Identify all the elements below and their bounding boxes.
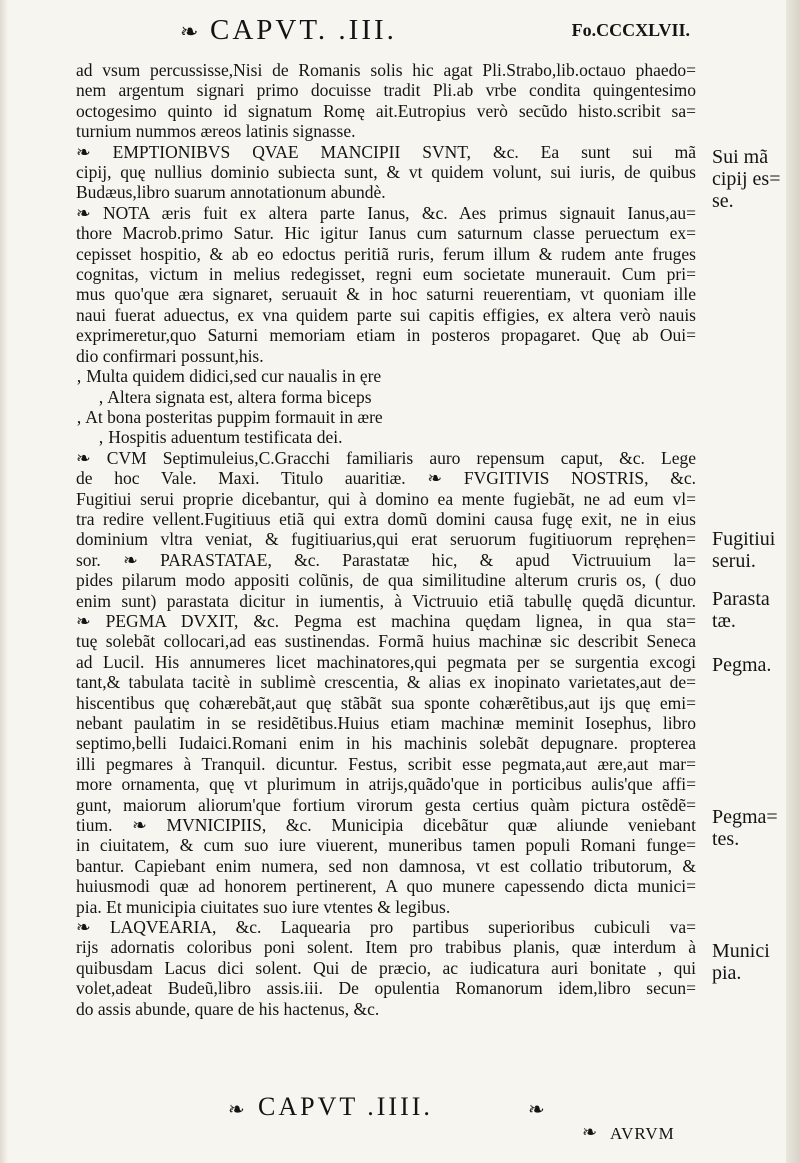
text-line: cognitas, victum in melius redegisset, regni eum societate munerauit. Cum pri= <box>76 264 696 285</box>
text-line: ❧ CVM Septimuleius,C.Gracchi familiaris auro repensum caput, &c. Lege <box>76 447 696 468</box>
fleuron-left-icon: ❧ <box>228 1097 245 1121</box>
text-line: enim sunt) parastata dicitur in iumentis, à Victruuio etiã tabullę quędã dicuntur. <box>76 590 696 611</box>
margin-note: Fugitiui serui. <box>712 528 776 572</box>
verse-line: ‚ Altera signata est, altera forma biceps <box>98 386 372 407</box>
text-line: cipij, quę nullius dominio subiecta sunt, & vt quidem volunt, sui iuris, de quibus <box>76 162 696 183</box>
text-line: more ornamenta, quę vt plurimum in atrijs,quãdo'que in porticibus aulis'que affi= <box>76 774 696 795</box>
chapter-heading: CAPVT. .III. <box>210 14 397 46</box>
text-line: bantur. Capiebant enim numera, sed non damnosa, vt est collatio tributorum, & <box>76 855 696 876</box>
text-line: in ciuitatem, & cum suo iure viuerent, muneribus tamen populi Romani funge= <box>76 835 696 856</box>
text-line: volet,adeat Budeũ,libro assis.iii. De opulentia Romanorum idem,libro secun= <box>76 978 696 999</box>
text-line: pia. Et municipia ciuitates suo iure vtentes & legibus. <box>76 896 451 917</box>
text-line: de hoc Vale. Maxi. Titulo auaritiæ. ❧ FVGITIVIS NOSTRIS, &c. <box>76 468 696 489</box>
text-line: mus quo'que æra signaret, seruauit & in hoc saturni reuerentiam, vt quoniam ille <box>76 284 696 305</box>
margin-note: Parasta tæ. <box>712 588 770 632</box>
text-line: ❧ NOTA æris fuit ex altera parte Ianus, &c. Aes primus signauit Ianus,au= <box>76 202 696 223</box>
text-line: naui fuerat aduectus, ex vna quidem parte sui capitis effigies, ex altera verò nauis <box>76 304 696 325</box>
text-line: ❧ LAQVEARIA, &c. Laquearia pro partibus superioribus cubiculi va= <box>76 917 696 938</box>
text-line: thore Macrob.primo Satur. Hic igitur Ianus cum saturnum classe peruectum ex= <box>76 223 696 244</box>
verse-line: ‚ At bona posteritas puppim formauit in ære <box>76 406 383 427</box>
page-edge-shadow <box>786 0 800 1163</box>
text-line: turnium nummos æreos latinis signasse. <box>76 121 356 142</box>
catchword-fleuron-icon: ❧ <box>582 1122 598 1143</box>
text-line: tium. ❧ MVNICIPIIS, &c. Municipia dicebãtur quæ aliunde veniebant <box>76 815 696 836</box>
text-line: quibusdam Lacus dici solent. Qui de præcio, ac iudicatura auri bonitate , qui <box>76 957 696 978</box>
text-line: pides pilarum modo appositi colũnis, de qua similitudine alterum cruris os, ( duo <box>76 570 696 591</box>
text-line: tra redire vellent.Fugitiuus etiã qui extra domũ domini causa fugę exit, ne in eius <box>76 508 696 529</box>
text-line: ad vsum percussisse,Nisi de Romanis solis hic agat Pli.Strabo,lib.octauo phaedo= <box>76 60 696 80</box>
text-line: tuę solebãt collocari,ad eas sustinendas. Formã huius machinæ sic describit Seneca <box>76 631 696 652</box>
text-line: Fugitiui serui proprie dicebantur, qui à domino ea mente fugiebãt, ne ad eum vl= <box>76 488 696 509</box>
running-header <box>70 10 690 50</box>
verse-line: ‚ Multa quidem didici,sed cur naualis in ęre <box>76 366 382 387</box>
text-line: rijs adornatis coloribus poni solent. Item pro trabibus planis, quæ interdum à <box>76 937 696 958</box>
text-line: nem argentum signari primo docuisse tradit Pli.ab vrbe condita quingentesimo <box>76 80 696 101</box>
verse-line: ‚ Hospitis aduentum testificata dei. <box>98 427 343 448</box>
text-line: sor. ❧ PARASTATAE, &c. Parastatæ hic, & apud Victruuium la= <box>76 549 696 570</box>
text-line: ad Lucil. His annumeres licet machinatores,qui pegmata per se surgentia excogi <box>76 651 696 672</box>
text-line: illi pegmares à Tranquil. dicuntur. Festus, scribit esse pegmata,aut ære,aut mar= <box>76 753 696 774</box>
text-line: septimo,belli Iudaici.Romani enim in his machinis solebãt depugnare. propterea <box>76 733 696 754</box>
text-line: tant,& tabulata tacitè in sublimè crescentia, & alias ex inopinato varietates,aut de= <box>76 672 696 693</box>
next-chapter-heading: CAPVT .IIII. <box>258 1092 433 1121</box>
text-line: nebant paulatim in se residẽtibus.Huius etiam machinæ meminit Iosephus, libro <box>76 713 696 733</box>
text-line: hiscentibus quę cohærebãt,aut quę stãbãt sua sponte cohærẽtibus,aut ijs quę emi= <box>76 692 696 713</box>
page-gutter-shadow <box>0 0 8 1163</box>
text-line: ❧ PEGMA DVXIT, &c. Pegma est machina quędam lignea, in qua sta= <box>76 610 696 631</box>
text-line: cepisset hospitio, & ab eo edoctus peritiã ruris, ferum illum & rudem ante fruges <box>76 243 696 264</box>
text-line: Budæus,libro suarum annotationum abundè. <box>76 182 386 203</box>
text-line: gunt, maiorum aliorum'que fortium virorum gesta certius quàm pictura ostẽdẽ= <box>76 794 696 815</box>
folio-number: Fo.CCCXLVII. <box>571 20 690 40</box>
margin-note: Pegma= tes. <box>712 806 778 850</box>
margin-note: Munici pia. <box>712 940 770 984</box>
text-line: do assis abunde, quare de his hactenus, &c. <box>76 998 380 1019</box>
commentary-text-block <box>76 60 696 1019</box>
text-line: octogesimo quinto id signatum Romę ait.Eutropius verò secũdo histo.scribit sa= <box>76 100 696 121</box>
fleuron-right-icon: ❧ <box>528 1097 545 1121</box>
text-line: huiusmodi quæ ad honorem pertinerent, A quo munere capessendo dicta munici= <box>76 876 696 897</box>
text-line: dio confirmari possunt,his. <box>76 345 264 366</box>
catchword: AVRVM <box>610 1124 675 1143</box>
margin-note: Sui mã cipij es= se. <box>712 146 781 212</box>
text-line: dominium vltra veniat, & fugitiuarius,qui erat seruorum fugitiuorum repręhen= <box>76 529 696 550</box>
margin-note: Pegma. <box>712 654 772 676</box>
text-line: exprimeretur,quo Saturni memoriam etiam in posteros propagaret. Quę ab Oui= <box>76 325 696 346</box>
fleuron-ornament-icon: ❧ <box>180 20 199 45</box>
text-line: ❧ EMPTIONIBVS QVAE MANCIPII SVNT, &c. Ea sunt sui mã <box>76 141 696 162</box>
